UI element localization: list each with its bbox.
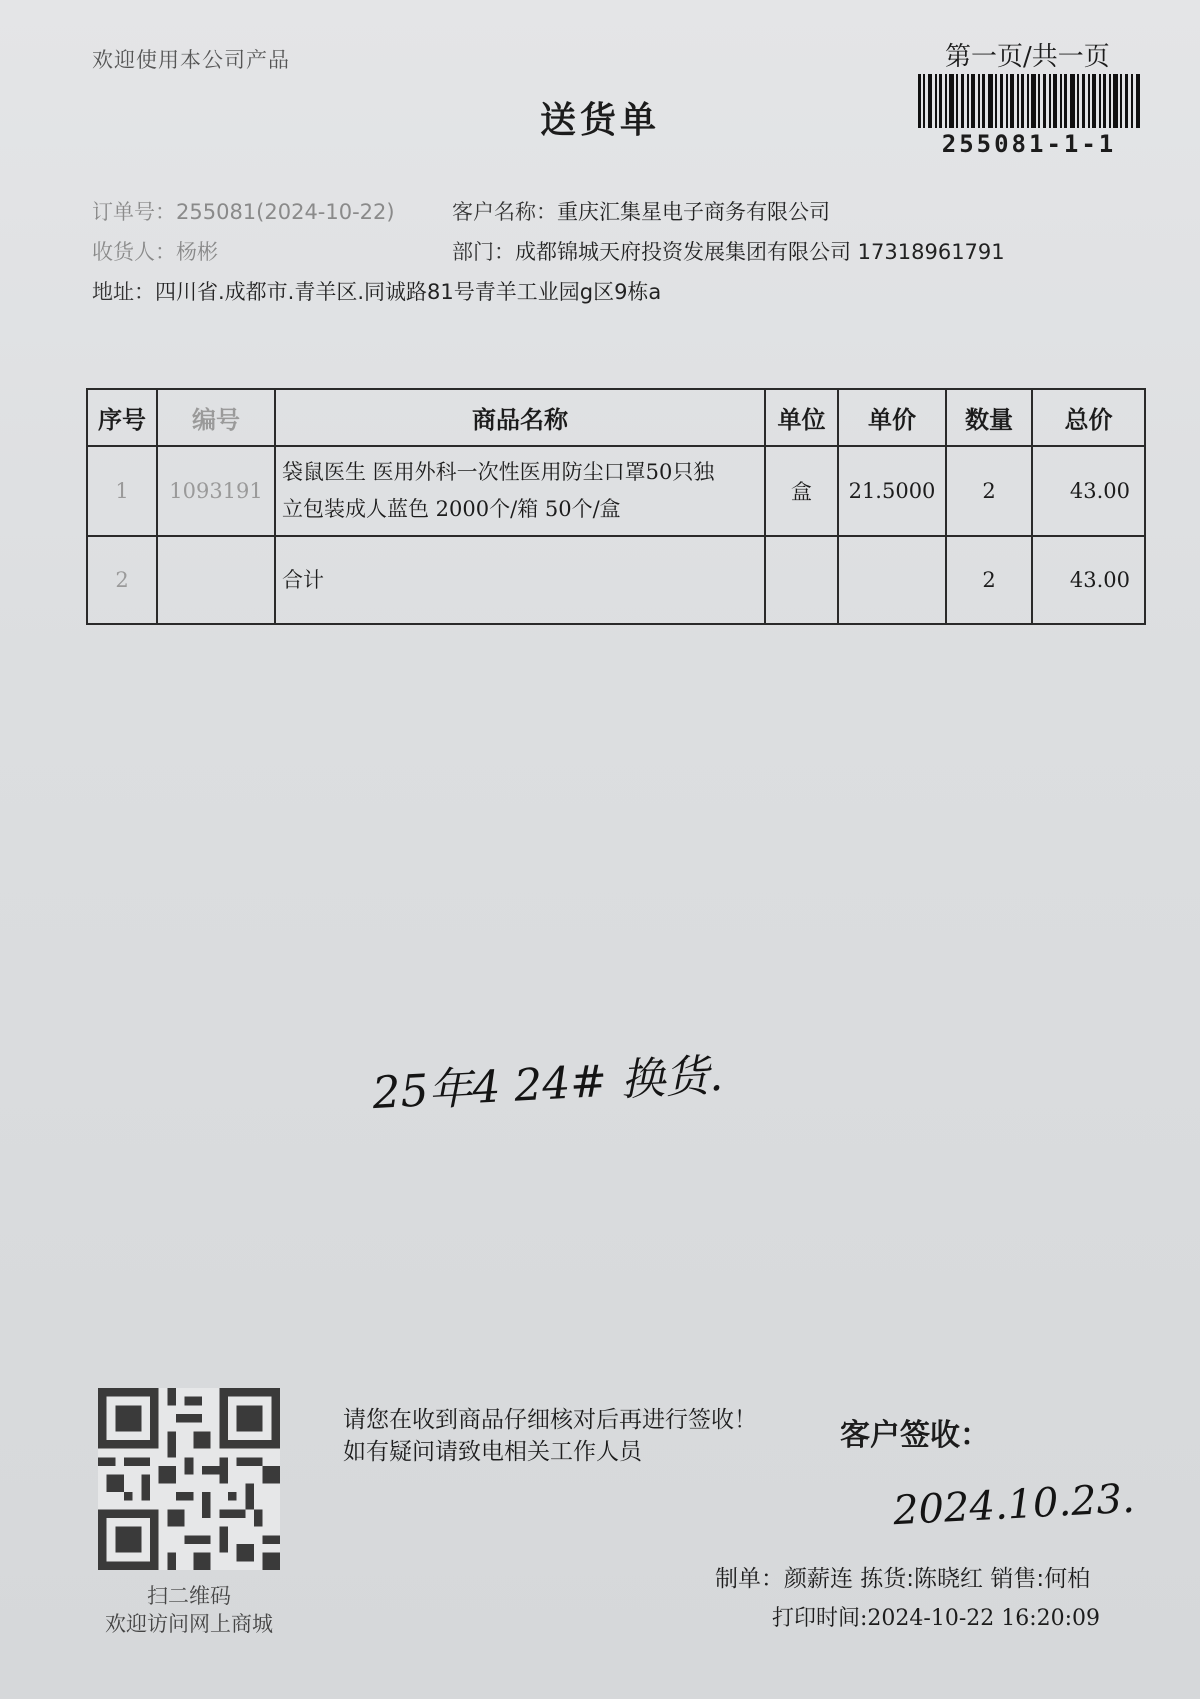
document-title: 送货单 bbox=[539, 100, 660, 141]
cell-total: 43.00 bbox=[1032, 446, 1145, 536]
items-table bbox=[86, 388, 1146, 625]
product-name-line-2: 立包装成人蓝色 2000个/箱 50个/盒 bbox=[282, 497, 621, 521]
customer-name-label: 客户名称： bbox=[452, 200, 557, 224]
col-header-code: 编号 bbox=[157, 389, 275, 446]
department-value: 成都锦城天府投资发展集团有限公司 17318961791 bbox=[515, 240, 1005, 264]
cell-code bbox=[157, 536, 275, 624]
verification-message: 请您在收到商品仔细核对后再进行签收！如有疑问请致电相关工作人员 bbox=[343, 1407, 757, 1465]
address-label: 地址： bbox=[92, 280, 155, 304]
col-header-quantity: 数量 bbox=[946, 389, 1032, 446]
table-row bbox=[87, 446, 1145, 536]
order-number-value: 255081(2024-10-22) bbox=[176, 200, 395, 224]
col-header-unit: 单位 bbox=[765, 389, 838, 446]
cell-seq: 2 bbox=[87, 536, 157, 624]
customer-sign-label: 客户签收： bbox=[840, 1418, 990, 1453]
cell-unit-price bbox=[838, 536, 946, 624]
handwritten-note: 25年4 24# 换货. bbox=[371, 1049, 725, 1120]
cell-quantity: 2 bbox=[946, 536, 1032, 624]
customer-name-value: 重庆汇集星电子商务有限公司 bbox=[557, 200, 830, 224]
col-header-product-name: 商品名称 bbox=[275, 389, 765, 446]
qr-caption-line-2: 欢迎访问网上商城 bbox=[105, 1612, 273, 1636]
cell-unit: 盒 bbox=[765, 446, 838, 536]
product-name-line-1: 袋鼠医生 医用外科一次性医用防尘口罩50只独 bbox=[282, 460, 715, 484]
barcode bbox=[918, 74, 1140, 128]
customer-name-row bbox=[452, 196, 830, 226]
table-header-row bbox=[87, 389, 1145, 446]
address-row bbox=[92, 276, 661, 306]
receiver-label: 收货人： bbox=[92, 240, 176, 264]
order-number-label: 订单号： bbox=[92, 200, 176, 224]
col-header-unit-price: 单价 bbox=[838, 389, 946, 446]
receiver-value: 杨彬 bbox=[176, 240, 218, 264]
cell-quantity: 2 bbox=[946, 446, 1032, 536]
address-value: 四川省.成都市.青羊区.同诚路81号青羊工业园g区9栋a bbox=[155, 280, 662, 304]
order-number-row bbox=[92, 196, 395, 226]
staff-info: 制单：颜薪连 拣货:陈晓红 销售:何柏 bbox=[715, 1566, 1091, 1592]
table-row bbox=[87, 536, 1145, 624]
cell-product-name bbox=[275, 446, 765, 536]
cell-unit-price: 21.5000 bbox=[838, 446, 946, 536]
barcode-number: 255081-1-1 bbox=[941, 130, 1117, 158]
cell-unit bbox=[765, 536, 838, 624]
page-info: 第一页/共一页 bbox=[945, 42, 1110, 72]
cell-total: 43.00 bbox=[1032, 536, 1145, 624]
welcome-text: 欢迎使用本公司产品 bbox=[92, 48, 290, 72]
cell-seq: 1 bbox=[87, 446, 157, 536]
receiver-row bbox=[92, 236, 218, 266]
qr-caption-line-1: 扫二维码 bbox=[147, 1584, 231, 1608]
cell-product-name: 合计 bbox=[275, 536, 765, 624]
print-time: 打印时间:2024-10-22 16:20:09 bbox=[772, 1606, 1101, 1631]
col-header-total: 总价 bbox=[1032, 389, 1145, 446]
col-header-seq: 序号 bbox=[87, 389, 157, 446]
department-label: 部门： bbox=[452, 240, 515, 264]
cell-code: 1093191 bbox=[157, 446, 275, 536]
department-row bbox=[452, 236, 1005, 266]
qr-code bbox=[98, 1388, 280, 1570]
handwritten-sign-date: 2024.10.23. bbox=[891, 1475, 1136, 1535]
